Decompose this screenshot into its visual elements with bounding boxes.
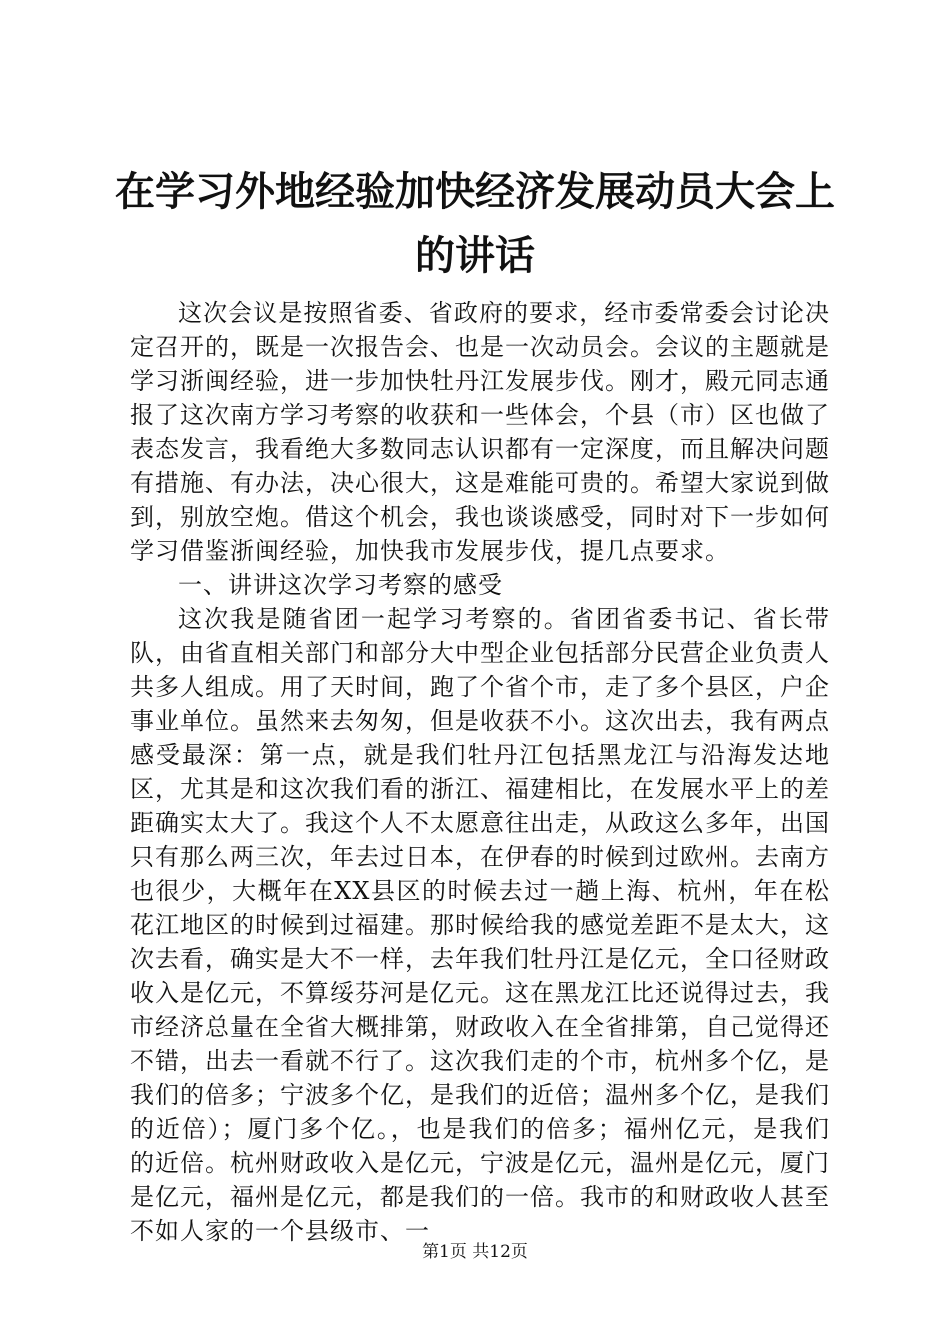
document-body: [130, 296, 830, 1248]
document-title: 在学习外地经验加快经济发展动员大会上的讲话: [115, 168, 835, 279]
paragraph-intro: 这次会议是按照省委、省政府的要求，经市委常委会讨论决定召开的，既是一次报告会、也是一次动员会。会议的主题就是学习浙闽经验，进一步加快牡丹江发展步伐。刚才，殿元同志通报了这次南方学习考察的收获和一些体会，个县（市）区也做了表态发言，我看绝大多数同志认识都有一定深度，而且解决问题有措施、有办法，决心很大，这是难能可贵的。希望大家说到做到，别放空炮。借这个机会，我也谈谈感受，同时对下一步如何学习借鉴浙闽经验，加快我市发展步伐，提几点要求。: [130, 299, 830, 565]
paragraph-study-trip: 这次我是随省团一起学习考察的。省团省委书记、省长带队，由省直相关部门和部分大中型企业包括部分民营企业负责人共多人组成。用了天时间，跑了个省个市，走了多个县区，户企事业单位。虽然来去匆匆，但是收获不小。这次出去，我有两点感受最深：第一点，就是我们牡丹江包括黑龙江与沿海发达地区，尤其是和这次我们看的浙江、福建相比，在发展水平上的差距确实太大了。我这个人不太愿意往出走，从政这么多年，出国只有那么两三次，年去过日本，在伊春的时候到过欧州。去南方也很少，大概年在XX县区的时候去过一趟上海、杭州，年在松花江地区的时候到过福建。那时候给我的感觉差距不是太大，这次去看，确实是大不一样，去年我们牡丹江是亿元，全口径财政收入是亿元，不算绥芬河是亿元。这在黑龙江比还说得过去，我市经济总量在全省大概排第，财政收入在全省排第，自己觉得还不错，出去一看就不行了。这次我们走的个市，杭州多个亿，是我们的倍多；宁波多个亿，是我们的近倍；温州多个亿，是我们的近倍）；厦门多个亿。，也是我们的倍多；福州亿元，是我们的近倍。杭州财政收入是亿元，宁波是亿元，温州是亿元，厦门是亿元，福州是亿元，都是我们的一倍。我市的和财政收人甚至不如人家的一个县级市、一: [130, 605, 830, 1245]
page-footer: [0, 1240, 950, 1264]
section-heading: 一、讲讲这次学习考察的感受: [178, 571, 503, 599]
page-number: 第1页 共12页: [422, 1242, 528, 1262]
